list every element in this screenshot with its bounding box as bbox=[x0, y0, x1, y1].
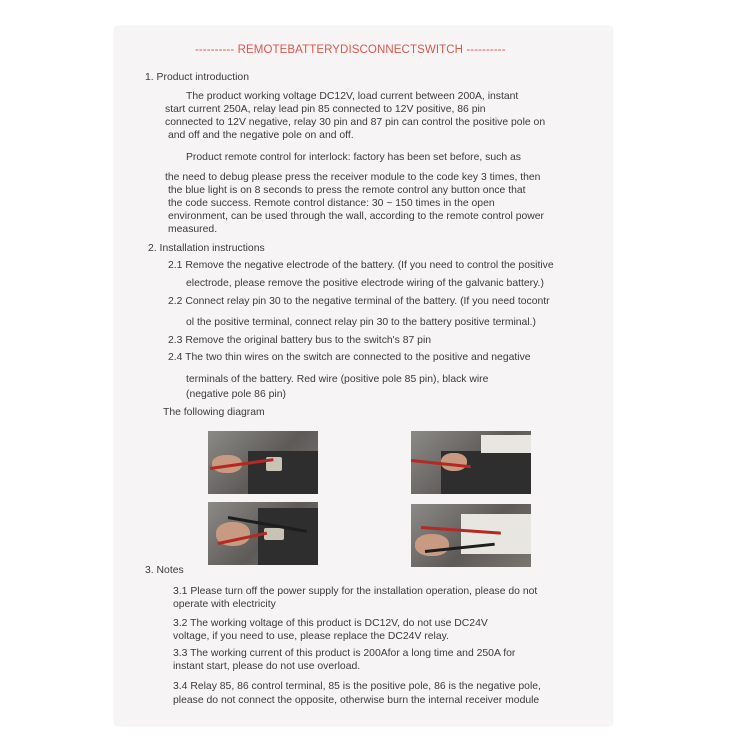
section-heading-product-introduction: 1. Product introduction bbox=[145, 72, 249, 83]
note-line: please do not connect the opposite, otherwise burn the internal receiver module bbox=[173, 695, 540, 706]
paragraph-line: the code success. Remote control distance: 30 ~ 150 times in the open bbox=[168, 198, 495, 209]
note-line: instant start, please do not use overload. bbox=[173, 661, 361, 672]
installation-photo-4 bbox=[411, 504, 531, 567]
instruction-line: terminals of the battery. Red wire (positive pole 85 pin), black wire bbox=[186, 374, 489, 385]
note-line: 3.2 The working voltage of this product is DC12V, do not use DC24V bbox=[173, 618, 488, 629]
section-heading-notes: 3. Notes bbox=[145, 565, 184, 576]
installation-photo-3 bbox=[208, 502, 318, 565]
paragraph-line: The product working voltage DC12V, load current between 200A, instant bbox=[186, 91, 519, 102]
instruction-line: 2.4 The two thin wires on the switch are connected to the positive and negative bbox=[168, 352, 531, 363]
note-line: 3.3 The working current of this product is 200Afor a long time and 250A for bbox=[173, 648, 516, 659]
instruction-line: 2.2 Connect relay pin 30 to the negative terminal of the battery. (If you need tocontr bbox=[168, 296, 550, 307]
paragraph-line: environment, can be used through the wall, according to the remote control power bbox=[168, 211, 545, 222]
instruction-sheet bbox=[115, 27, 612, 725]
paragraph-line: start current 250A, relay lead pin 85 connected to 12V positive, 86 pin bbox=[165, 104, 486, 115]
note-line: voltage, if you need to use, please replace the DC24V relay. bbox=[173, 631, 449, 642]
instruction-line: 2.1 Remove the negative electrode of the battery. (If you need to control the positive bbox=[168, 260, 554, 271]
note-line: 3.1 Please turn off the power supply for the installation operation, please do not bbox=[173, 586, 538, 597]
instruction-line: (negative pole 86 pin) bbox=[186, 389, 286, 400]
instruction-line: 2.3 Remove the original battery bus to the switch's 87 pin bbox=[168, 335, 432, 346]
paragraph-line: and off and the negative pole on and off. bbox=[168, 130, 354, 141]
instruction-line: electrode, please remove the positive electrode wiring of the galvanic battery.) bbox=[186, 278, 544, 289]
paragraph-line: measured. bbox=[168, 224, 218, 235]
installation-photo-2 bbox=[411, 431, 531, 494]
paragraph-line: connected to 12V negative, relay 30 pin and 87 pin can control the positive pole on bbox=[165, 117, 546, 128]
note-line: operate with electricity bbox=[173, 599, 276, 610]
instruction-line: ol the positive terminal, connect relay pin 30 to the battery positive terminal.) bbox=[186, 317, 536, 328]
paragraph-line: Product remote control for interlock: factory has been set before, such as bbox=[186, 152, 521, 163]
document-title: ---------- REMOTEBATTERYDISCONNECTSWITCH ---------- bbox=[195, 44, 506, 56]
section-heading-installation-instructions: 2. Installation instructions bbox=[148, 243, 265, 254]
document-body bbox=[115, 27, 612, 725]
diagram-caption: The following diagram bbox=[163, 407, 265, 418]
note-line: 3.4 Relay 85, 86 control terminal, 85 is the positive pole, 86 is the negative pole, bbox=[173, 681, 541, 692]
installation-photo-1 bbox=[208, 431, 318, 494]
paragraph-line: the need to debug please press the receiver module to the code key 3 times, then bbox=[165, 172, 541, 183]
paragraph-line: the blue light is on 8 seconds to press the remote control any button once that bbox=[168, 185, 526, 196]
